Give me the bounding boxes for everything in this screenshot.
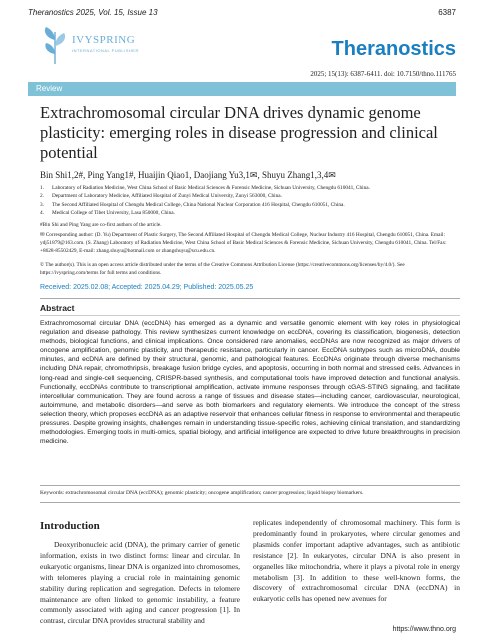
license-note: © The author(s). This is an open access article distributed under the terms of the Creative Commons Attribution License (https://creativecommons.org/licenses/by/4.0/). See https://ivyspring.com/terms for full terms and conditions.	[40, 262, 405, 276]
running-header	[28, 8, 456, 17]
ivy-leaf-icon	[40, 26, 70, 66]
author-list: Bin Shi1,2#, Ping Yang1#, Huaijin Qiao1, Daojiang Yu3,1✉, Shuyu Zhang1,3,4✉	[40, 170, 336, 180]
publication-dates: Received: 2025.02.08; Accepted: 2025.04.29; Published: 2025.05.25	[40, 284, 254, 291]
footer-url[interactable]: https://www.thno.org	[392, 626, 456, 633]
affiliation-item: 4. Medical College of Tibet University, Lasa 850000, China.	[40, 210, 175, 217]
section-bar	[28, 82, 456, 96]
publisher-name: IVYSPRING	[72, 34, 136, 46]
keywords-divider	[40, 502, 460, 503]
publisher-logo	[40, 24, 150, 66]
abstract-heading: Abstract	[40, 303, 75, 313]
correspondence-note: ✉ Corresponding author: (D. Yu) Department of Plastic Surgery, The Second Affiliated Hospital of Chengdu Medical College, Nuclear Industry 416 Hospital, Chengdu 610051, China. Email: ydj51879@163.com. (S. Zhang) Laboratory of Radiation Medicine, West China School of Basic Medical Sciences & Forensic Medicine, Sichuan University, Chengdu 610041, China. Tel/Fax: +8628-85502429, E-mail: zhang.shuyu@hotmail.com or zhangshuyu@scu.edu.cn.	[40, 232, 447, 254]
publisher-subtitle: INTERNATIONAL PUBLISHER	[72, 48, 139, 53]
journal-issue: Theranostics 2025, Vol. 15, Issue 13	[28, 8, 158, 17]
affiliation-list	[40, 184, 460, 218]
affiliation-item: 3. The Second Affiliated Hospital of Chengdu Medical College, China National Nuclear Corporation 416 Hospital, Chengdu 610051, China.	[40, 201, 345, 208]
abstract-box	[40, 298, 460, 486]
page-number: 6387	[438, 8, 456, 17]
body-column-left: Deoxyribonucleic acid (DNA), the primary carrier of genetic information, exists in two distinct forms: linear and circular. In eukaryotic organisms, linear DNA is organized into chromosomes, with telomeres playing a crucial role in maintaining genomic stability during replication and segregation. Defects in telomere maintenance are often linked to genomic instability, a feature commonly associated with aging and cancer progression [1]. In contrast, circular DNA provides structural stability and	[40, 540, 240, 626]
keywords: Keywords: extrachromosomal circular DNA (eccDNA); genomic plasticity; oncogene amplification; cancer progression; liquid biopsy biomarkers.	[40, 490, 364, 496]
section-label: Review	[36, 84, 63, 93]
journal-name: Theranostics	[331, 38, 456, 60]
body-column-right: replicates independently of chromosomal machinery. This form is predominantly found in prokaryotes, where circular genomes and plasmids confer important adaptive advantages, such as antibiotic resistance [2]. In eukaryotes, circular DNA is also present in organelles like mitochondria, where it plays a pivotal role in energy metabolism [3]. In addition to these well-known forms, the discovery of extrachromosomal circular DNA (eccDNA) in eukaryotic cells has opened new avenues for	[253, 518, 460, 604]
affiliation-item: 1. Laboratory of Radiation Medicine, West China School of Basic Medical Sciences & Forensic Medicine, Sichuan University, Chengdu 610041, China.	[40, 185, 370, 191]
abstract-divider	[40, 315, 460, 316]
introduction-heading: Introduction	[40, 520, 100, 532]
article-title: Extrachromosomal circular DNA drives dynamic genome plasticity: emerging roles in disease progression and clinical potential	[40, 103, 438, 162]
citation-line: 2025; 15(13): 6387-6411. doi: 10.7150/thno.111765	[310, 70, 456, 78]
affiliation-item: 2. Department of Laboratory Medicine, Affiliated Hospital of Zunyi Medical University, Zunyi 563000, China.	[40, 193, 282, 200]
abstract-text: Extrachromosomal circular DNA (eccDNA) has emerged as a dynamic and versatile genomic element with key roles in physiological regulation and disease pathology. This review synthesizes current knowledge on eccDNA, covering its classification, biogenesis, detection methods, biological functions, and clinical implications. Once considered rare anomalies, eccDNAs are now recognized as major drivers of oncogene amplification, genomic plasticity, and therapeutic resistance, particularly in cancer. EccDNA subtypes such as microDNA, double minutes, and ecDNA are defined by their structural, genomic, and pathological features. EccDNAs originate through diverse mechanisms including DNA repair, chromothripsis, breakage fusion bridge cycles, and apoptosis, occurring in both normal and stressed cells. Advances in long-read and single-cell sequencing, CRISPR-based synthesis, and computational tools have improved detection and functional analysis. Functionally, eccDNAs contribute to transcriptional amplification, activate immune responses through cGAS-STING signaling, and facilitate intercellular communication. They are found across a range of tissues and disease states—including cancer, cardiovascular, neurological, autoimmune, and metabolic disorders—and serve as both biomarkers and regulatory elements. We introduce the concept of the stress selection theory, which proposes eccDNA as an adaptive reservoir that enhances cellular fitness in response to environmental and therapeutic pressures. Despite growing insights, challenges remain in understanding tissue-specific roles, achieving clinical translation, and standardizing methodologies. Emerging tools in multi-omics, spatial biology, and artificial intelligence are expected to drive future breakthroughs in precision medicine.	[40, 320, 460, 446]
equal-contribution-note: #Bin Shi and Ping Yang are co-first authors of the article.	[40, 222, 162, 228]
